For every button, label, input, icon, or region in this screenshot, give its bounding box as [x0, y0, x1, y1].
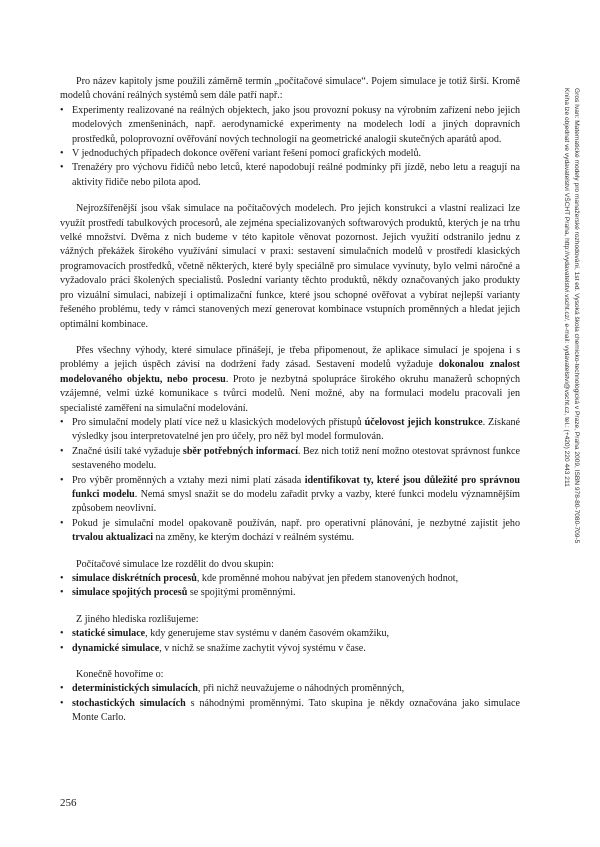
list-item: • V jednoduchých případech dokonce ověření variant řešení pomocí grafických modelů.	[60, 147, 520, 161]
page-body	[60, 75, 520, 726]
side-note	[562, 88, 581, 608]
list-item: • Pokud je simulační model opakovaně používán, např. pro operativní plánování, je nezbytné zajistit jeho trvalou aktualizaci na změny, ke kterým dochází v reálném systému.	[60, 517, 520, 546]
list-item: • simulace diskrétních procesů, kde proměnné mohou nabývat jen předem stanovených hodnot,	[60, 572, 520, 586]
list-item: • stochastických simulacích s náhodnými proměnnými. Tato skupina je někdy označována jako simulace Monte Carlo.	[60, 697, 520, 726]
side-note-line-2: Kniha lze objednat ve vydavatelství VŠCHT Praha, http://vydavatelstvi.vscht.cz/, e-mail: vydavatelstvi@vscht.cz, tel.: (+420) 220 443 211	[563, 88, 571, 487]
list-item: • statické simulace, kdy generujeme stav systému v daném časovém okamžiku,	[60, 627, 520, 641]
examples-list	[60, 104, 520, 190]
paragraph-computer-models: Nejrozšířenější jsou však simulace na počítačových modelech. Pro jejich konstrukci a vlastní realizaci lze využít prostředí tabulkových procesorů, ale zejména specializovaných softwarových produktů, kterých je na trhu velké množství. Dvěma z nich budeme v této kapitole věnovat pozornost. Jejich využití odstranilo jednu z vážných překážek širokého využívání simulací v praxi: sestavení simulačních modelů v prostředí klasických programovacích prostředků, včetně některých, které byly speciálně pro simulace vyvinuty, bylo velmi náročné a vyžadovalo práci školených specialistů. Poslední varianty těchto produktů, někdy označovaných jako produkty pro vizuální simulaci, nabízejí i optimalizační funkce, které jsou schopné ověřovat a vybírat nejlepší varianty řešeného problému, tedy v rámci stanovených mezí generovat kombinace vstupních proměnných a hledat jejich optimální kombinace.	[60, 203, 520, 330]
list-item: • Značné úsilí také vyžaduje sběr potřebných informací. Bez nich totiž není možno otestovat správnost funkce sestaveného modelu.	[60, 445, 520, 474]
list-item: • dynamické simulace, v nichž se snažíme zachytit vývoj systému v čase.	[60, 642, 520, 656]
split-lead-1: Počítačové simulace lze rozdělit do dvou skupin:	[76, 558, 274, 570]
emphasis: dokonalou znalost modelovaného objektu, nebo procesu	[60, 359, 520, 385]
page-number: 256	[60, 797, 77, 809]
split-list-1	[60, 572, 520, 601]
rules-list	[60, 416, 520, 546]
list-item: • Trenažéry pro výchovu řidičů nebo letců, které napodobují reálné podmínky při jízdě, nebo letu a reagují na aktivity řidiče nebo pilota apod.	[60, 161, 520, 190]
list-item: • deterministických simulacích, při nichž neuvažujeme o náhodných proměnných,	[60, 682, 520, 696]
list-item: • simulace spojitých procesů se spojitými proměnnými.	[60, 586, 520, 600]
list-item: • Pro výběr proměnných a vztahy mezi nimi platí zásada identifikovat ty, které jsou důležité pro správnou funkci modelu. Nemá smysl snažit se do modelu zařadit prvky a vazby, které funkci modelu významnějším způsobem neovlivní.	[60, 474, 520, 517]
paragraph-problems: Přes všechny výhody, které simulace přinášejí, je třeba připomenout, že aplikace simulací je spojena i s problémy a jejich úspěch závisí na dodržení řady zásad. Sestavení modelů vyžaduje dokonalou znalost modelovaného objektu, nebo procesu. Proto je nezbytná spolupráce širokého okruhu manažerů schopných vzájemné, velmi úzké komunikace s tvůrci modelů. Není možné, aby na formulaci modelu pracovali jen specialisté zaměření na simulační modelování.	[60, 344, 520, 414]
list-item: • Experimenty realizované na reálných objektech, jako jsou provozní pokusy na výrobním zařízení nebo jejich modelových zmenšeninách, např. aerodynamické experimenty na modelech lodí a jiných dopravních prostředků, poloprovozní ověřování nových technologií na geometrické analogii skutečných aparátů apod.	[60, 104, 520, 147]
split-list-2	[60, 627, 520, 656]
split-lead-2: Z jiného hlediska rozlišujeme:	[76, 613, 199, 625]
side-note-line-1: Gros Ivan: Matematické modely pro manažerské rozhodování, 1st ed. Vysoká škola chemicko-technologická v Praze, Praha 2009, ISBN 978-80-7080-709-5	[573, 88, 580, 544]
intro-paragraph: Pro název kapitoly jsme použili záměrně termín „počítačové simulace“. Pojem simulace je totiž širší. Kromě modelů chování reálných systémů sem dále patří např.:	[60, 76, 520, 102]
split-lead-3: Konečně hovoříme o:	[76, 669, 164, 681]
split-list-3	[60, 682, 520, 725]
list-item: • Pro simulační modely platí více než u klasických modelových přístupů účelovost jejich konstrukce. Získané výsledky jsou interpretovatelné jen pro účely, pro něž byl model formulován.	[60, 416, 520, 445]
